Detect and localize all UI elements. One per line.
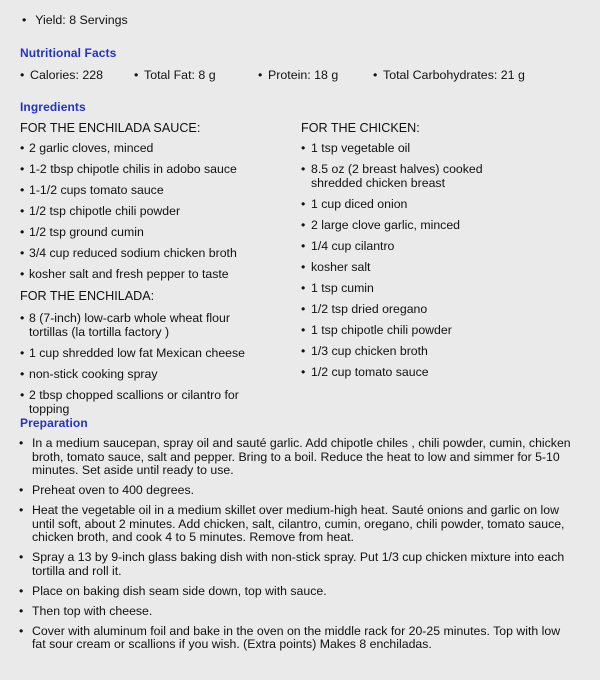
ingredients-title: Ingredients [20, 100, 86, 114]
preparation-step: • Heat the vegetable oil in a medium skillet over medium-high heat. Sauté onions and garlic on low until soft, about 2 minutes. Add chicken, salt, cilantro, cumin, oregano, chili powder, tomato sauce, chicken broth, and cook 4 to 5 minutes. Remove from heat. [18, 504, 573, 545]
preparation-step: • Place on baking dish seam side down, top with sauce. [18, 585, 573, 599]
enchilada-ingredient-item: • 2 tbsp chopped scallions or cilantro for topping [20, 388, 248, 416]
sauce-ingredient-item: • 2 garlic cloves, minced [20, 141, 295, 155]
chicken-ingredient-item: • 1/2 tsp dried oregano [301, 302, 486, 316]
nutrition-carbs: • Total Carbohydrates: 21 g [373, 67, 525, 83]
enchilada-heading: FOR THE ENCHILADA: [20, 289, 155, 303]
preparation-step: • Preheat oven to 400 degrees. [18, 484, 573, 498]
chicken-ingredient-item: • 1/3 cup chicken broth [301, 344, 486, 358]
chicken-ingredient-item: • 2 large clove garlic, minced [301, 218, 486, 232]
chicken-ingredient-item: • 1 cup diced onion [301, 197, 486, 211]
nutrition-title: Nutritional Facts [20, 46, 117, 60]
preparation-step: • Cover with aluminum foil and bake in the oven on the middle rack for 20-25 minutes. Top with low fat sour cream or scallions if you wish. (Extra points) Makes 8 enchiladas. [18, 625, 573, 652]
nutrition-calories: • Calories: 228 [20, 67, 103, 83]
sauce-ingredient-item: • 3/4 cup reduced sodium chicken broth [20, 246, 295, 260]
sauce-ingredient-item: • 1/2 tsp ground cumin [20, 225, 295, 239]
chicken-ingredient-item: • 1 tsp chipotle chili powder [301, 323, 486, 337]
chicken-heading: FOR THE CHICKEN: [301, 121, 420, 135]
preparation-step: • In a medium saucepan, spray oil and sauté garlic. Add chipotle chiles , chili powder, cumin, chicken broth, tomato sauce, salt and pepper. Bring to a boil. Reduce the heat to low and simmer for 5-10 minutes. Set aside until ready to use. [18, 437, 573, 478]
preparation-step: • Then top with cheese. [18, 605, 573, 619]
enchilada-list [20, 311, 248, 423]
chicken-ingredient-item: • 8.5 oz (2 breast halves) cooked shredded chicken breast [301, 162, 486, 190]
nutrition-protein: • Protein: 18 g [258, 67, 338, 83]
chicken-ingredient-item: • kosher salt [301, 260, 486, 274]
chicken-ingredient-item: • 1 tsp cumin [301, 281, 486, 295]
sauce-heading: FOR THE ENCHILADA SAUCE: [20, 121, 201, 135]
chicken-ingredient-item: • 1/2 cup tomato sauce [301, 365, 486, 379]
enchilada-ingredient-item: • non-stick cooking spray [20, 367, 248, 381]
preparation-step: • Spray a 13 by 9-inch glass baking dish with non-stick spray. Put 1/3 cup chicken mixture into each tortilla and roll it. [18, 551, 573, 578]
preparation-title: Preparation [20, 416, 88, 430]
enchilada-ingredient-item: • 1 cup shredded low fat Mexican cheese [20, 346, 248, 360]
enchilada-ingredient-item: • 8 (7-inch) low-carb whole wheat flour tortillas (la tortilla factory ) [20, 311, 248, 339]
preparation-steps [18, 437, 573, 658]
chicken-list [301, 141, 486, 386]
yield-line [22, 12, 128, 28]
chicken-ingredient-item: • 1/4 cup cilantro [301, 239, 486, 253]
sauce-ingredient-item: • 1-2 tbsp chipotle chilis in adobo sauce [20, 162, 295, 176]
sauce-list [20, 141, 295, 288]
chicken-ingredient-item: • 1 tsp vegetable oil [301, 141, 486, 155]
sauce-ingredient-item: • 1-1/2 cups tomato sauce [20, 183, 295, 197]
nutrition-fat: • Total Fat: 8 g [134, 67, 216, 83]
yield-text: Yield: 8 Servings [35, 13, 128, 27]
sauce-ingredient-item: • kosher salt and fresh pepper to taste [20, 267, 295, 281]
sauce-ingredient-item: • 1/2 tsp chipotle chili powder [20, 204, 295, 218]
